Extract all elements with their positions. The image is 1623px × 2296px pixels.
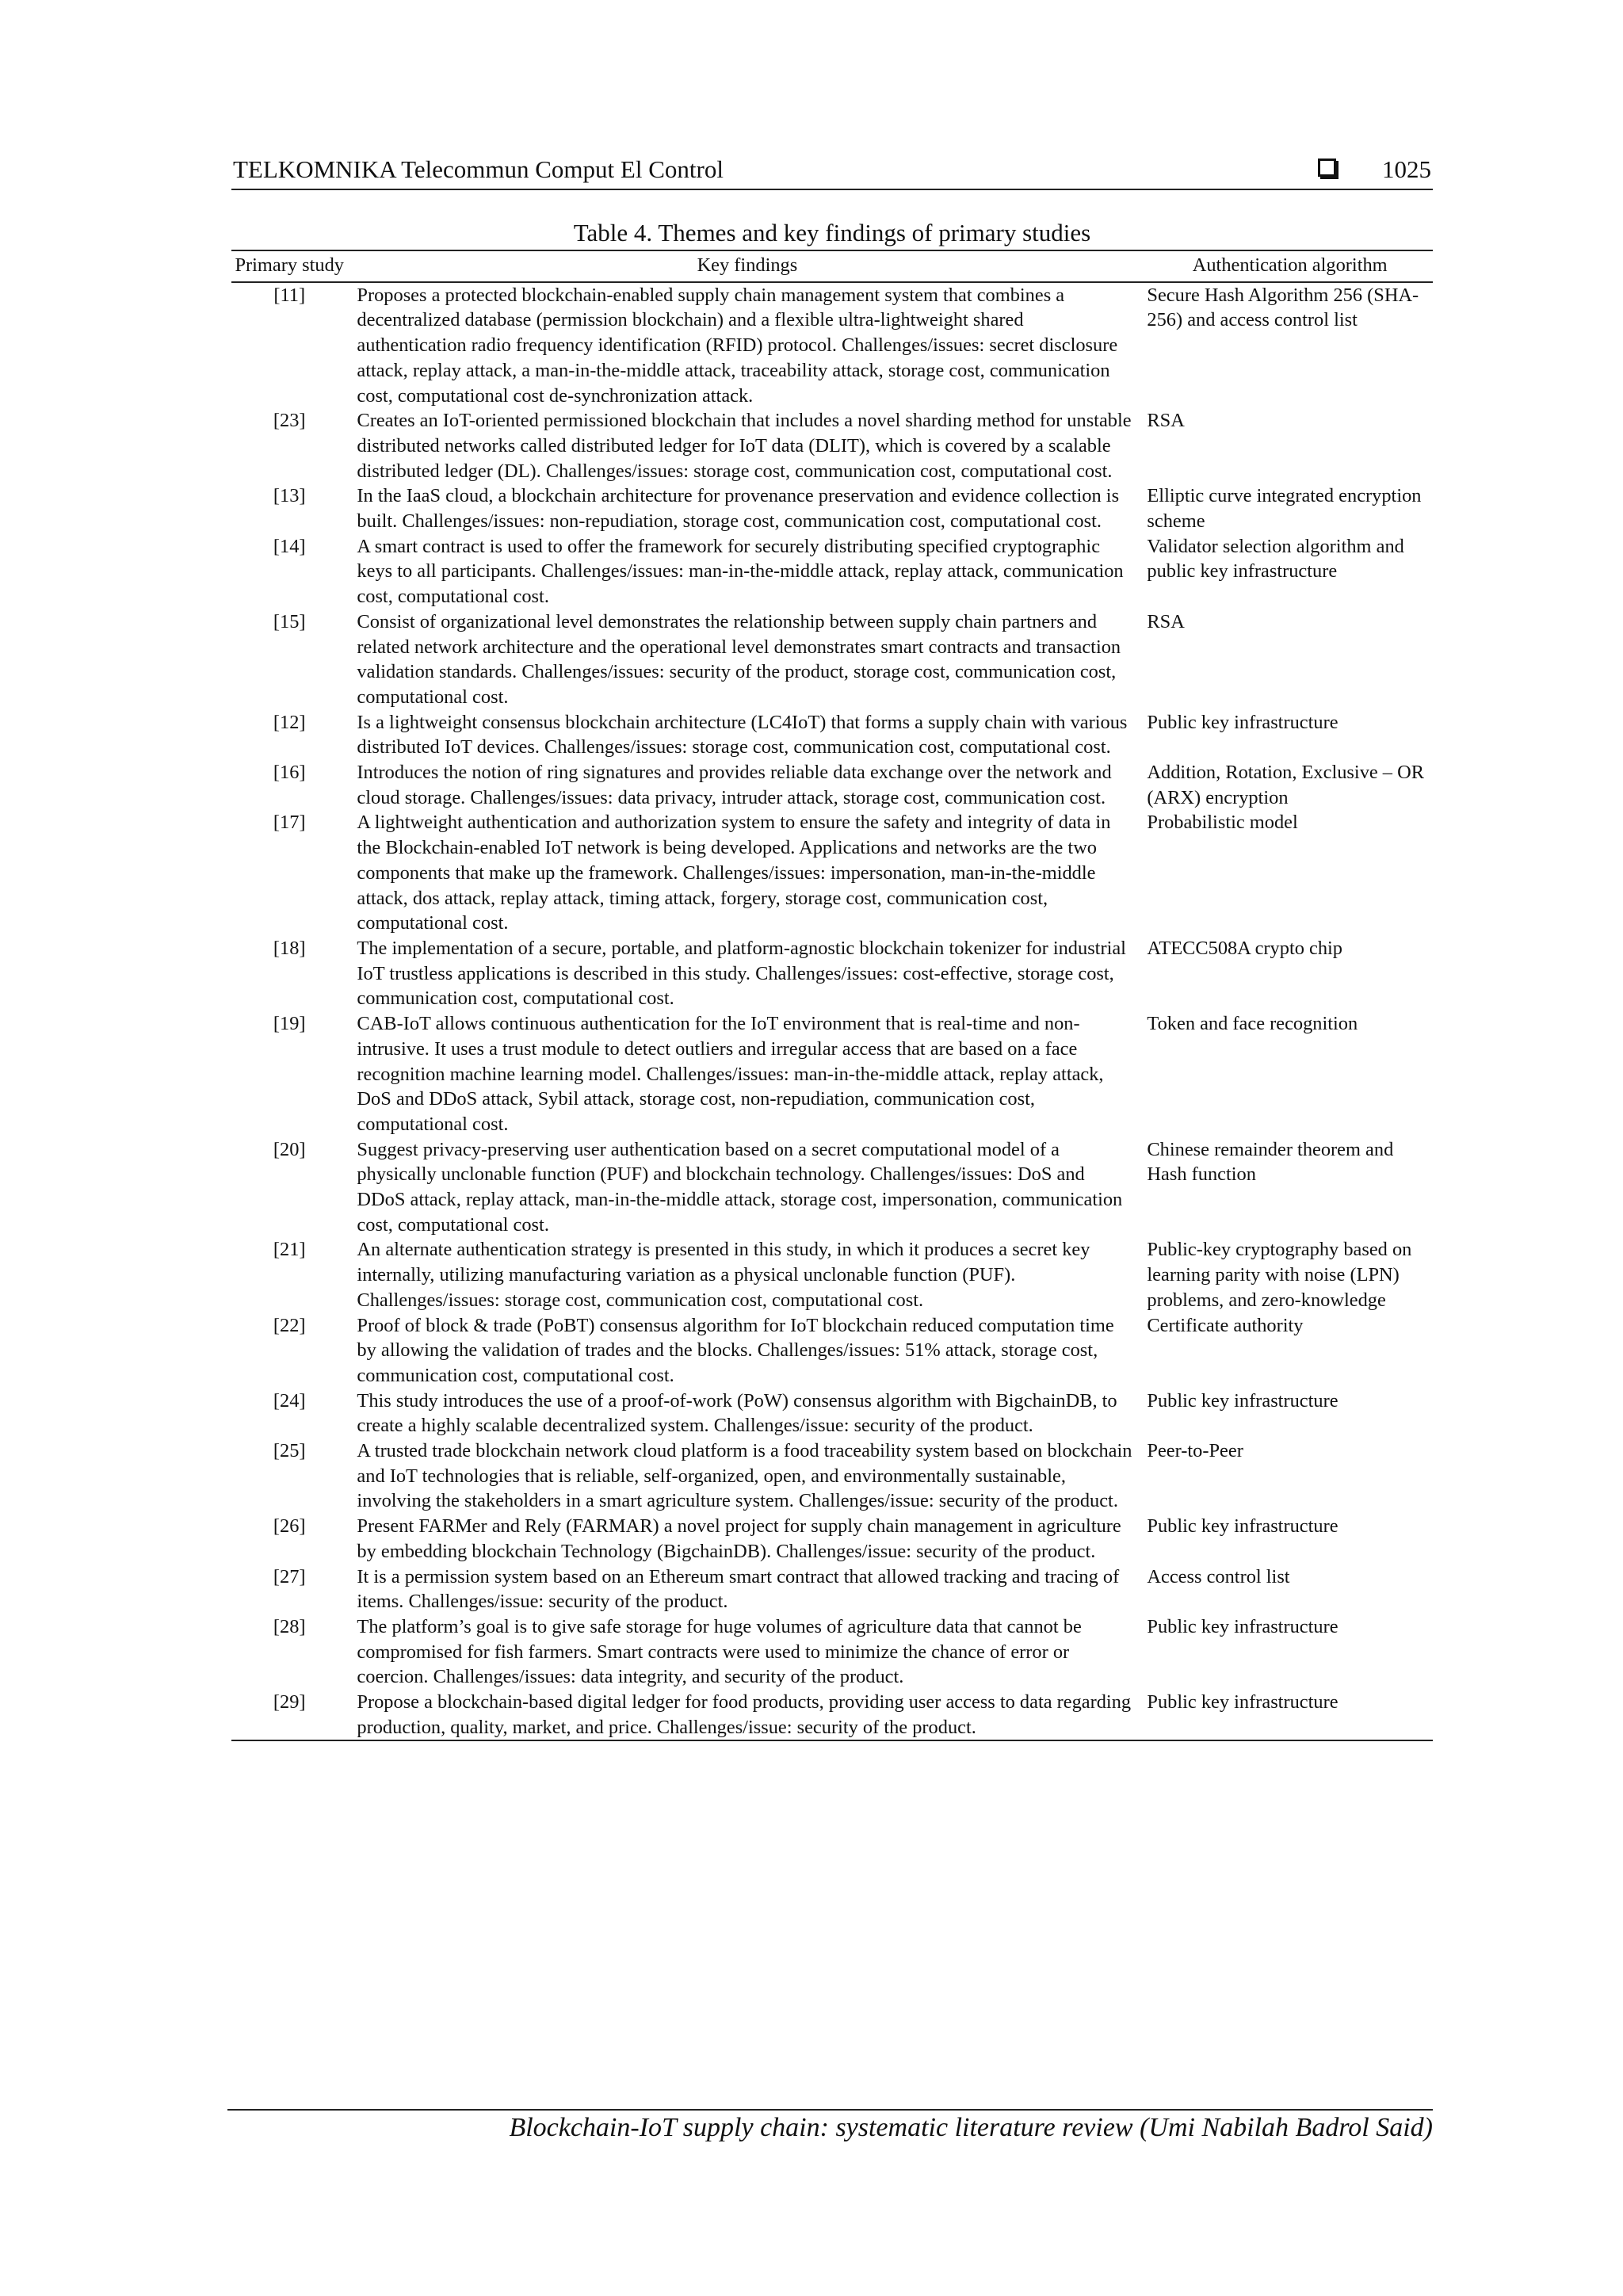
findings-table	[231, 250, 1433, 1741]
page-number: 1025	[1382, 155, 1431, 183]
key-findings-cell: An alternate authentication strategy is presented in this study, in which it produces a secret key internally, utilizing manufacturing variation as a physical unclonable function (PUF). Challenges/issues: storage cost, communication cost, computational cost.	[357, 1239, 1090, 1311]
primary-study-cell: [12]	[273, 711, 306, 733]
primary-study-cell: [17]	[273, 812, 306, 834]
table-row	[231, 760, 1433, 810]
key-findings-cell: A smart contract is used to offer the framework for securely distributing specified cryptographic keys to all participants. Challenges/issues: man-in-the-middle attack, replay attack, communication cost, computational cost.	[357, 535, 1124, 608]
primary-study-cell: [21]	[273, 1239, 306, 1261]
primary-study-cell: [14]	[273, 535, 306, 557]
table-row	[231, 1313, 1433, 1389]
key-findings-cell: Creates an IoT-oriented permissioned blockchain that includes a novel sharding method for unstable distributed networks called distributed ledger for IoT data (DLIT), which is covered by a scalable distributed ledger (DL). Challenges/issues: storage cost, communication cost, computational cost.	[357, 410, 1132, 482]
square-bullet-icon	[1318, 159, 1336, 177]
primary-study-cell: [27]	[273, 1565, 306, 1587]
table-row	[231, 1438, 1433, 1514]
authentication-algorithm-cell: RSA	[1147, 610, 1185, 632]
table-row	[231, 810, 1433, 936]
footer-rule	[227, 2109, 1433, 2111]
authentication-algorithm-cell: Public key infrastructure	[1147, 1690, 1433, 1740]
primary-study-cell: [13]	[273, 485, 306, 507]
table-row	[231, 1564, 1433, 1614]
authentication-algorithm-cell: Public key infrastructure	[1147, 1515, 1338, 1538]
table-row	[231, 1137, 1433, 1238]
authentication-algorithm-cell: ATECC508A crypto chip	[1147, 937, 1343, 959]
key-findings-cell: The implementation of a secure, portable, and platform-agnostic blockchain tokenizer for industrial IoT trustless applications is described in this study. Challenges/issues: cost-effective, storage cost, communication cost, computational cost.	[357, 937, 1126, 1010]
primary-study-cell: [20]	[273, 1138, 306, 1160]
running-footer: Blockchain-IoT supply chain: systematic literature review (Umi Nabilah Badrol Said)	[509, 2113, 1433, 2142]
authentication-algorithm-cell: Elliptic curve integrated encryption scheme	[1147, 485, 1422, 533]
key-findings-cell: A lightweight authentication and authorization system to ensure the safety and integrity of data in the Blockchain-enabled IoT network is being developed. Applications and networks are the two components that make up the framework. Challenges/issues: impersonation, man-in-the-middle attack, dos attack, replay attack, timing attack, forgery, storage cost, communication cost, computational cost.	[357, 812, 1111, 934]
page-header	[231, 155, 1433, 190]
table-row	[231, 710, 1433, 760]
column-header-authentication-algorithm: Authentication algorithm	[1147, 250, 1433, 282]
primary-study-cell: [29]	[231, 1690, 347, 1740]
authentication-algorithm-cell: Public-key cryptography based on learning parity with noise (LPN) problems, and zero-knowledge	[1147, 1239, 1412, 1311]
key-findings-cell: Introduces the notion of ring signatures and provides reliable data exchange over the network and cloud storage. Challenges/issues: data privacy, intruder attack, storage cost, communication cost.	[357, 762, 1112, 808]
authentication-algorithm-cell: Validator selection algorithm and public key infrastructure	[1147, 535, 1404, 583]
authentication-algorithm-cell: Access control list	[1147, 1565, 1290, 1587]
authentication-algorithm-cell: Public key infrastructure	[1147, 1389, 1338, 1412]
key-findings-cell: Propose a blockchain-based digital ledger for food products, providing user access to data regarding production, quality, market, and price. Challenges/issue: security of the product.	[347, 1690, 1147, 1740]
primary-study-cell: [22]	[273, 1314, 306, 1336]
key-findings-cell: This study introduces the use of a proof-of-work (PoW) consensus algorithm with BigchainDB, to create a highly scalable decentralized system. Challenges/issue: security of the product.	[357, 1389, 1117, 1437]
primary-study-cell: [16]	[273, 762, 306, 784]
primary-study-cell: [24]	[273, 1389, 306, 1412]
table-row	[231, 483, 1433, 533]
authentication-algorithm-cell: Secure Hash Algorithm 256 (SHA-256) and access control list	[1147, 284, 1419, 331]
authentication-algorithm-cell: RSA	[1147, 410, 1185, 432]
column-header-key-findings: Key findings	[347, 250, 1147, 282]
table-row	[231, 1011, 1433, 1137]
authentication-algorithm-cell: Probabilistic model	[1147, 812, 1298, 834]
key-findings-cell: Present FARMer and Rely (FARMAR) a novel project for supply chain management in agriculture by embedding blockchain Technology (BigchainDB). Challenges/issue: security of the product.	[357, 1515, 1121, 1562]
journal-title: TELKOMNIKA Telecommun Comput El Control	[233, 155, 724, 183]
primary-study-cell: [26]	[273, 1515, 306, 1538]
authentication-algorithm-cell: Public key infrastructure	[1147, 1615, 1338, 1637]
primary-study-cell: [25]	[273, 1440, 306, 1462]
table-row	[231, 936, 1433, 1011]
authentication-algorithm-cell: Addition, Rotation, Exclusive – OR (ARX) encryption	[1147, 762, 1424, 808]
primary-study-cell: [19]	[273, 1013, 306, 1035]
key-findings-cell: Is a lightweight consensus blockchain architecture (LC4IoT) that forms a supply chain with various distributed IoT devices. Challenges/issues: storage cost, communication cost, computational cost.	[357, 711, 1128, 758]
table-row	[231, 1389, 1433, 1438]
key-findings-cell: CAB-IoT allows continuous authentication for the IoT environment that is real-time and non-intrusive. It uses a trust module to detect outliers and irregular access that are based on a face recognition machine learning model. Challenges/issues: man-in-the-middle attack, replay attack, DoS and DDoS attack, Sybil attack, storage cost, non-repudiation, communication cost, computational cost.	[357, 1013, 1104, 1135]
table-row	[231, 609, 1433, 710]
table-row	[231, 1237, 1433, 1312]
authentication-algorithm-cell: Peer-to-Peer	[1147, 1440, 1243, 1462]
key-findings-cell: In the IaaS cloud, a blockchain architecture for provenance preservation and evidence collection is built. Challenges/issues: non-repudiation, storage cost, communication cost, computational cost.	[357, 485, 1120, 533]
table-body	[231, 282, 1433, 1741]
authentication-algorithm-cell: Certificate authority	[1147, 1314, 1304, 1336]
authentication-algorithm-cell: Public key infrastructure	[1147, 711, 1338, 733]
key-findings-cell: Suggest privacy-preserving user authentication based on a secret computational model of a physically unclonable function (PUF) and blockchain technology. Challenges/issues: DoS and DDoS attack, replay attack, man-in-the-middle attack, storage cost, impersonation, communication cost, computational cost.	[357, 1138, 1123, 1236]
table-row	[231, 534, 1433, 609]
primary-study-cell: [11]	[273, 284, 306, 306]
primary-study-cell: [15]	[273, 610, 306, 632]
key-findings-cell: Consist of organizational level demonstrates the relationship between supply chain partners and related network architecture and the operational level demonstrates smart contracts and transaction validation standards. Challenges/issues: security of the product, storage cost, communication cost, computational cost.	[357, 610, 1121, 708]
primary-study-cell: [18]	[273, 937, 306, 959]
table-row	[231, 1514, 1433, 1564]
key-findings-cell: It is a permission system based on an Ethereum smart contract that allowed tracking and tracing of items. Challenges/issue: security of the product.	[357, 1565, 1120, 1613]
key-findings-cell: Proof of block & trade (PoBT) consensus algorithm for IoT blockchain reduced computation time by allowing the validation of trades and the blocks. Challenges/issues: 51% attack, storage cost, communication cost, computational cost.	[357, 1314, 1114, 1386]
column-header-primary-study: Primary study	[231, 250, 347, 282]
table-row	[231, 1614, 1433, 1690]
authentication-algorithm-cell: Token and face recognition	[1147, 1013, 1358, 1035]
authentication-algorithm-cell: Chinese remainder theorem and Hash function	[1147, 1138, 1394, 1186]
primary-study-cell: [23]	[273, 410, 306, 432]
key-findings-cell: The platform’s goal is to give safe storage for huge volumes of agriculture data that cannot be compromised for fish farmers. Smart contracts were used to minimize the chance of error or coercion. Challenges/issues: data integrity, and security of the product.	[357, 1615, 1082, 1688]
key-findings-cell: Proposes a protected blockchain-enabled supply chain management system that combines a decentralized database (permission blockchain) and a flexible ultra-lightweight shared authentication radio frequency identification (RFID) protocol. Challenges/issues: secret disclosure attack, replay attack, a man-in-the-middle attack, traceability attack, storage cost, communication cost, computational cost de-synchronization attack.	[357, 284, 1118, 407]
primary-study-cell: [28]	[273, 1615, 306, 1637]
key-findings-cell: A trusted trade blockchain network cloud platform is a food traceability system based on blockchain and IoT technologies that is reliable, self-organized, open, and environmentally sustainable, involving the stakeholders in a smart agriculture system. Challenges/issue: security of the product.	[357, 1440, 1132, 1512]
table-caption: Table 4. Themes and key findings of primary studies	[573, 219, 1091, 246]
table-row	[231, 282, 1433, 409]
table-row	[231, 408, 1433, 483]
table-row	[231, 1690, 1433, 1740]
table-header-row	[231, 250, 1433, 282]
